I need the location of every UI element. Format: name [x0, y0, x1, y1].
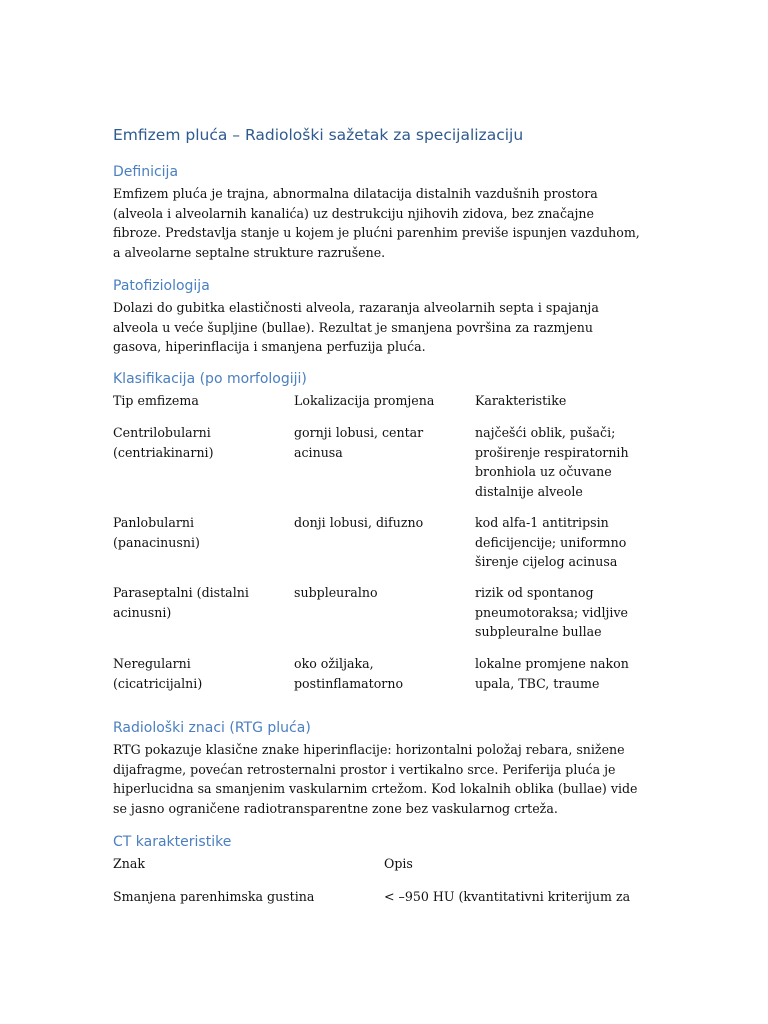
heading-radioloski-znaci: Radiološki znaci (RTG pluća): [113, 720, 311, 736]
table-cell: Panlobularni (panacinusni): [113, 515, 200, 550]
table-header-cell: Znak: [113, 856, 146, 871]
table-cell: Centrilobularni (centriakinarni): [113, 425, 214, 460]
paragraph-radioloski-znaci: RTG pokazuje klasične znake hiperinflacije: horizontalni položaj rebara, snižene dijafragme, povećan retrosternalni prostor i vertikalno srce. Periferija pluća je hiperlucidna sa smanjenim vaskularnim crtežom. Kod lokalnih oblika (bullae) vide se jasno ograničene radiotransparentne zone bez vaskularnog crteža.: [113, 742, 638, 816]
table-header-cell: Opis: [384, 856, 413, 871]
table-cell: najčešći oblik, pušači; proširenje respiratornih bronhiola uz očuvane distalnije alveole: [475, 425, 629, 499]
heading-klasifikacija: Klasifikacija (po morfologiji): [113, 371, 307, 387]
table-cell: gornji lobusi, centar acinusa: [294, 425, 424, 460]
heading-patofiziologija: Patofiziologija: [113, 278, 210, 294]
table-cell: donji lobusi, difuzno: [294, 515, 424, 530]
heading-ct-karakteristike: CT karakteristike: [113, 834, 232, 850]
table-cell: Paraseptalni (distalni acinusni): [113, 585, 249, 620]
paragraph-patofiziologija: Dolazi do gubitka elastičnosti alveola, razaranja alveolarnih septa i spajanja alveola u veće šupljine (bullae). Rezultat je smanjena površina za razmjenu gasova, hiperinflacija i smanjena perfuzija pluća.: [113, 300, 599, 354]
document-title: Emfizem pluća – Radiološki sažetak za specijalizaciju: [113, 126, 524, 144]
table-cell: Smanjena parenhimska gustina: [113, 889, 315, 904]
table-cell: oko ožiljaka, postinflamatorno: [294, 656, 404, 691]
table-cell: rizik od spontanog pneumotoraksa; vidljive subpleuralne bullae: [475, 585, 629, 639]
table-header-cell: Tip emfizema: [113, 393, 199, 408]
table-cell: lokalne promjene nakon upala, TBC, traume: [475, 656, 629, 691]
table-cell: kod alfa-1 antitripsin deficijencije; uniformno širenje cijelog acinusa: [475, 515, 627, 569]
table-cell: subpleuralno: [294, 585, 378, 600]
table-cell: < –950 HU (kvantitativni kriterijum za: [384, 889, 631, 904]
heading-definicija: Definicija: [113, 164, 179, 180]
table-cell: Neregularni (cicatricijalni): [113, 656, 203, 691]
table-header-cell: Lokalizacija promjena: [294, 393, 435, 408]
table-header-cell: Karakteristike: [475, 393, 567, 408]
paragraph-definicija: Emfizem pluća je trajna, abnormalna dilatacija distalnih vazdušnih prostora (alveola i alveolarnih kanalića) uz destrukciju njihovih zidova, bez značajne fibroze. Predstavlja stanje u kojem je plućni parenhim previše ispunjen vazduhom, a alveolarne septalne strukture razrušene.: [113, 186, 640, 260]
